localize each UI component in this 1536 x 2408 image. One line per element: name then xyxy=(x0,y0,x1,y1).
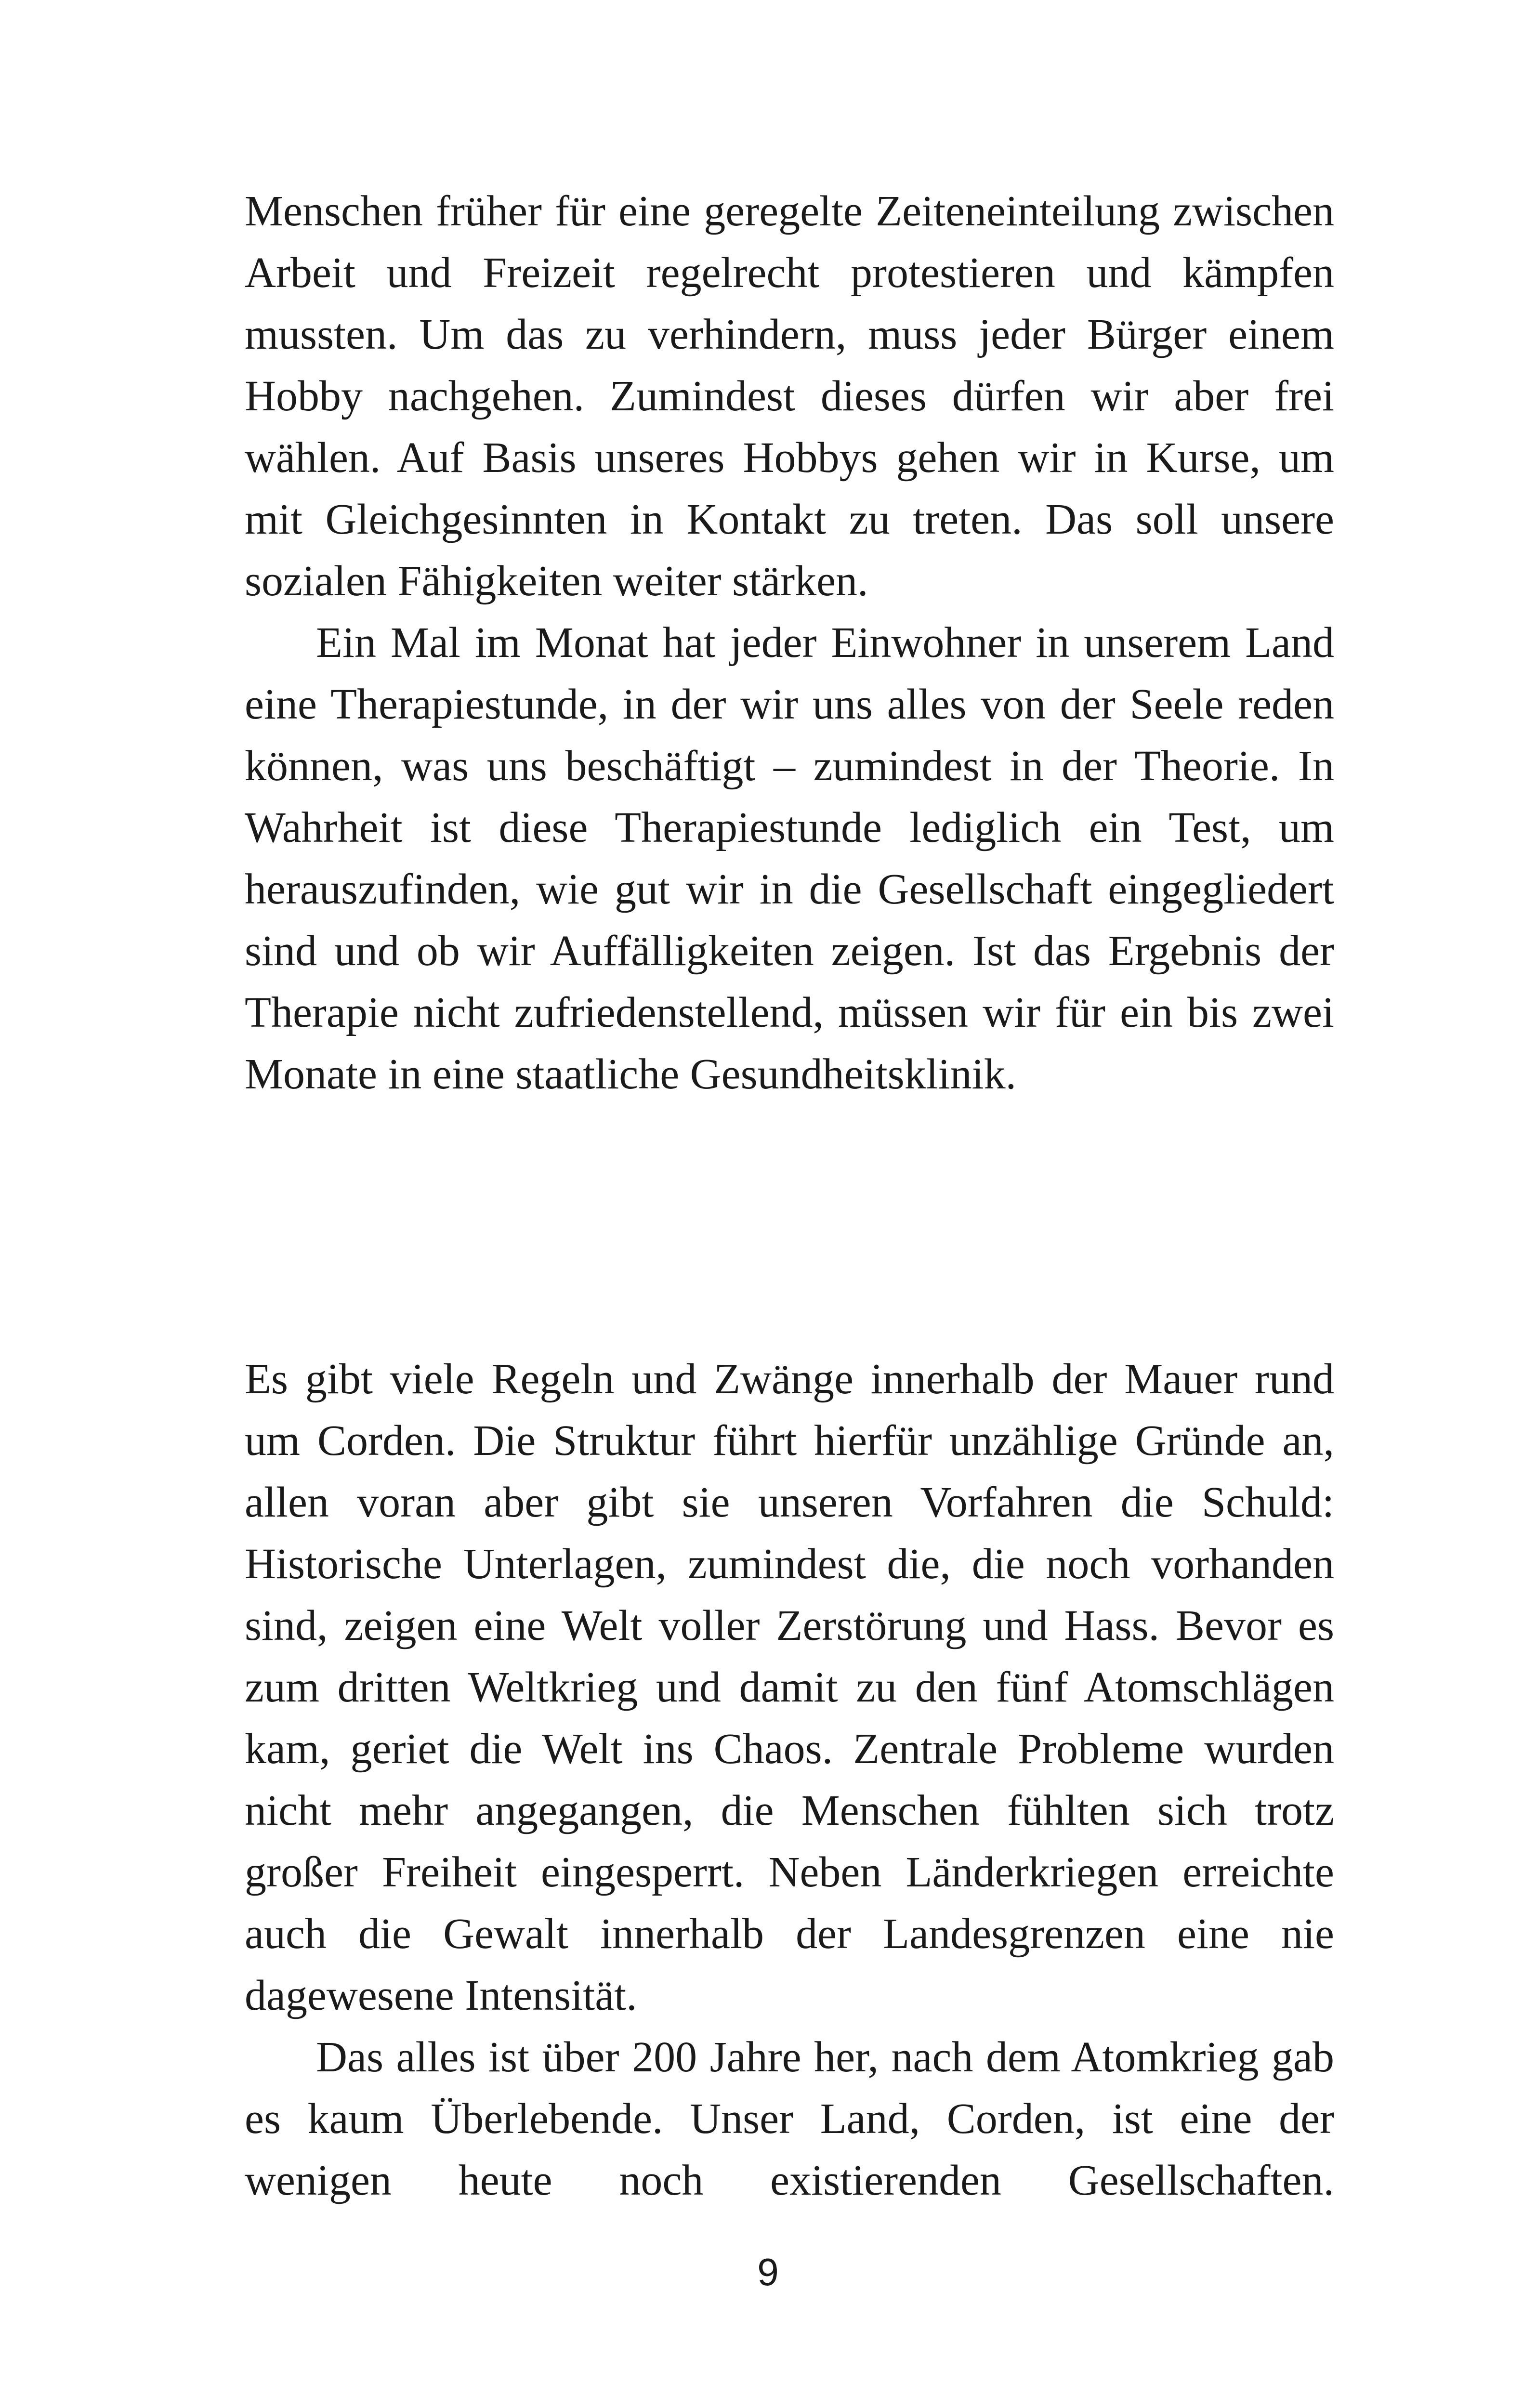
text-section-2 xyxy=(245,1348,1334,2212)
paragraph-continued: Menschen früher für eine geregelte Zeiteneinteilung zwischen Arbeit und Freizeit regelrecht protestieren und kämpfen mussten. Um das zu verhindern, muss jeder Bürger einem Hobby nachgehen. Zumindest dieses dürfen wir aber frei wählen. Auf Basis unseres Hobbys gehen wir in Kurse, um mit Gleichgesinnten in Kontakt zu treten. Das soll unsere sozialen Fähigkeiten weiter stärken. xyxy=(245,187,1334,605)
paragraph-therapy: Ein Mal im Monat hat jeder Einwohner in unserem Land eine Therapiestunde, in der wir uns alles von der Seele reden können, was uns beschäftigt – zumindest in der Theorie. In Wahrheit ist diese Therapiestunde lediglich ein Test, um herauszufinden, wie gut wir in die Gesellschaft eingegliedert sind und ob wir Auffälligkeiten zeigen. Ist das Ergebnis der Therapie nicht zufriedenstellend, müssen wir für ein bis zwei Monate in eine staatliche Gesundheitsklinik. xyxy=(245,619,1334,1098)
text-section-1 xyxy=(245,181,1334,1105)
paragraph-rules: Es gibt viele Regeln und Zwänge innerhalb der Mauer rund um Corden. Die Struktur führt hierfür unzählige Gründe an, allen voran aber gibt sie unseren Vorfahren die Schuld: Historische Unterlagen, zumindest die, die noch vorhanden sind, zeigen eine Welt voller Zerstörung und Hass. Bevor es zum dritten Weltkrieg und damit zu den fünf Atomschlägen kam, geriet die Welt ins Chaos. Zentrale Probleme wurden nicht mehr angegangen, die Menschen fühlten sich trotz großer Freiheit eingesperrt. Neben Länderkriegen erreichte auch die Gewalt innerhalb der Landesgrenzen eine nie dagewesene Intensität. xyxy=(245,1355,1334,2019)
page-number: 9 xyxy=(757,2251,779,2293)
paragraph-history: Das alles ist über 200 Jahre her, nach dem Atomkrieg gab es kaum Überlebende. Unser Land, Corden, ist eine der wenigen heute noch existierenden Gesellschaften. xyxy=(245,2033,1334,2204)
